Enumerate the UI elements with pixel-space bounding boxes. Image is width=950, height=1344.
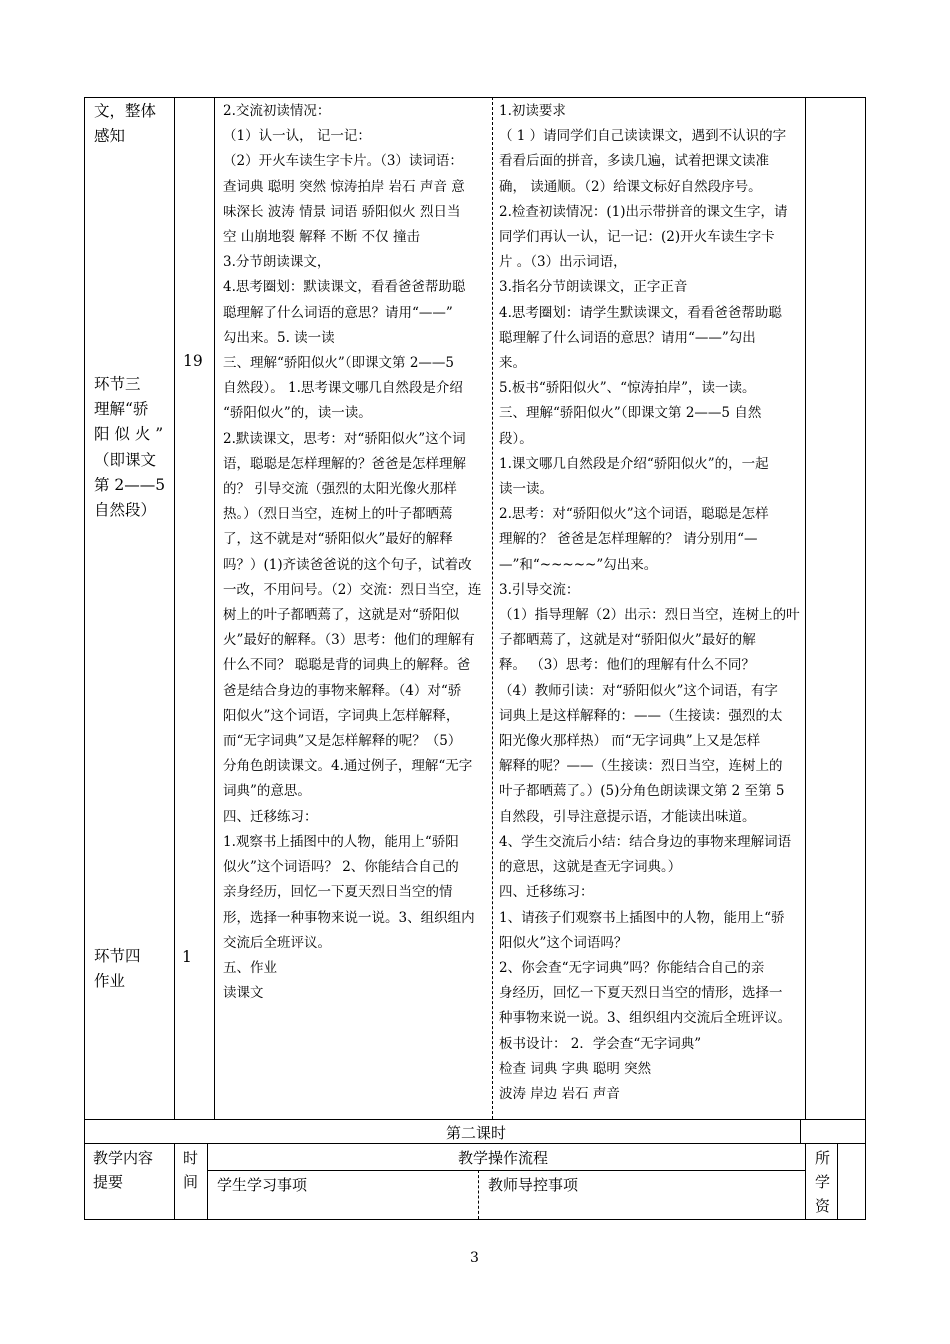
teacher-line: （1）指导理解（2）出示：烈日当空，连树上的叶: [499, 607, 800, 624]
col-divider-dashed: [492, 97, 493, 1119]
teacher-line: 1、请孩子们观察书上插图中的人物，能用上“骄: [499, 909, 785, 926]
content-block-b: [94, 372, 174, 523]
student-line: 勾出来。5. 读一读: [223, 329, 335, 346]
teacher-line: 解释的呢？——（生接读：烈日当空，连树上的: [499, 758, 783, 775]
header-flow: 教学操作流程: [458, 1149, 549, 1167]
teacher-line: 自然段，引导注意提示语，才能读出味道。: [499, 808, 756, 825]
teacher-line: 三、理解“骄阳似火”（即课文第 2——5 自然: [499, 405, 762, 422]
content-line: 自然段）: [94, 501, 157, 520]
header-line: 提要: [93, 1173, 124, 1191]
content-line: 作业: [94, 972, 126, 991]
teacher-line: （4）教师引读：对“骄阳似火”这个词语，有字: [499, 682, 778, 699]
student-line: 查词典 聪明 突然 惊涛拍岸 岩石 声音 意: [223, 178, 465, 195]
student-line: 树上的叶子都晒蔫了，这就是对“骄阳似: [223, 607, 460, 624]
content-line: 文，整体: [94, 102, 157, 120]
student-line: 味深长 波涛 情景 词语 骄阳似火 烈日当: [223, 203, 461, 220]
student-line: 3.分节朗读课文，: [223, 254, 331, 271]
student-line: 热。）（烈日当空，连树上的叶子都晒蔫: [223, 506, 453, 523]
student-line: 分角色朗读课文。4.通过例子，理解“无字: [223, 758, 473, 775]
student-line: 4.思考圈划：默读课文，看看爸爸帮助聪: [223, 279, 466, 296]
teacher-line: 板书设计： 2．学会查“无字词典”: [499, 1035, 702, 1052]
teacher-line: 来。: [499, 355, 526, 372]
teacher-line: 确， 读通顺。（2）给课文标好自然段序号。: [499, 178, 762, 195]
header-teacher: 教师导控事项: [488, 1176, 579, 1194]
col-divider-1: [174, 97, 175, 1119]
section-title: 第二课时: [446, 1124, 507, 1142]
content-line: （即课文: [94, 450, 157, 469]
student-line: 的？ 引导交流（强烈的太阳光像火那样: [223, 481, 457, 498]
student-line: 三、理解“骄阳似火”（即课文第 2——5: [223, 355, 455, 372]
table-right-border: [865, 97, 866, 1220]
student-line: 一改，不用问号。（2）交流：烈日当空，连: [223, 581, 482, 598]
teacher-line: 看看后面的拼音，多读几遍，试着把课文读准: [499, 153, 769, 170]
lower-col-divider-1: [174, 1143, 175, 1219]
teacher-line: 叶子都晒蔫了。）(5)分角色朗读课文第 2 至第 5: [499, 783, 785, 800]
time-value: 1: [182, 948, 192, 966]
teacher-line: 同学们再认一认，记一记：(2)开火车读生字卡: [499, 229, 775, 246]
teacher-line: 检查 词典 字典 聪明 突然: [499, 1060, 652, 1077]
teacher-line: 阳似火”这个词语吗？: [499, 934, 628, 951]
student-line: （1）认一认， 记一记：: [223, 128, 371, 145]
teacher-line: 5.板书“骄阳似火”、“惊涛拍岸”，读一读。: [499, 380, 756, 397]
student-line: “骄阳似火”的，读一读。: [223, 405, 372, 422]
student-line: 读课文: [223, 985, 264, 1002]
student-line: 而“无字词典”又是怎样解释的呢？（5）: [223, 733, 462, 750]
table-top-border: [84, 97, 866, 98]
teacher-line: 种事物来说一说。3、组织组内交流后全班评议。: [499, 1010, 792, 1027]
teacher-line: 读一读。: [499, 481, 553, 498]
flow-subheader-divider: [207, 1170, 805, 1171]
lower-dashed-divider: [478, 1170, 479, 1219]
student-activity-column: [223, 99, 489, 1006]
student-line: 语，聪聪是怎样理解的？爸爸是怎样理解: [223, 455, 466, 472]
row-divider-2: [84, 1143, 866, 1144]
teacher-line: 身经历，回忆一下夏天烈日当空的情形，选择一: [499, 985, 783, 1002]
teacher-line: 2.检查初读情况：(1)出示带拼音的课文生字，请: [499, 203, 788, 220]
table-left-border: [84, 97, 85, 1220]
teacher-line: 理解的？ 爸爸是怎样理解的？ 请分别用“—: [499, 531, 758, 548]
student-line: 阳似火”这个词语，字词典上怎样解释，: [223, 707, 460, 724]
teacher-line: 3.指名分节朗读课文，正字正音: [499, 279, 688, 296]
student-line: 2.默读课文，思考：对“骄阳似火”这个词: [223, 430, 466, 447]
teacher-line: 阳光像火那样热） 而“无字词典”上又是怎样: [499, 733, 761, 750]
student-line: 交流后全班评议。: [223, 934, 331, 951]
student-line: 空 山崩地裂 解释 不断 不仅 撞击: [223, 229, 420, 246]
teacher-line: 4、学生交流后小结：结合身边的事物来理解词语: [499, 833, 792, 850]
content-line: 感知: [94, 127, 126, 146]
student-line: （2）开火车读生字卡片。（3）读词语：: [223, 153, 463, 170]
teacher-line: （ 1 ）请同学们自己读读课文，遇到不认识的字: [499, 128, 787, 145]
lower-col-divider-3: [805, 1143, 806, 1219]
content-line: 第 2——5: [94, 475, 166, 494]
student-line: 了，这不就是对“骄阳似火”最好的解释: [223, 531, 453, 548]
content-line: 阳 似 火 ”: [94, 425, 164, 444]
time-value: 19: [183, 352, 203, 370]
student-line: 自然段）。 1.思考课文哪几自然段是介绍: [223, 380, 463, 397]
student-line: 四、迁移练习：: [223, 808, 318, 825]
header-line: 时: [183, 1149, 199, 1167]
student-line: 1.观察书上插图中的人物，能用上“骄阳: [223, 833, 459, 850]
student-line: 亲身经历，回忆一下夏天烈日当空的情: [223, 884, 453, 901]
header-content: [93, 1146, 153, 1194]
student-line: 五、作业: [223, 959, 277, 976]
content-line: 环节四: [94, 947, 141, 965]
student-line: 聪理解了什么词语的意思？请用“——”: [223, 304, 453, 321]
teacher-line: 四、迁移练习：: [499, 884, 594, 901]
student-line: 形，选择一种事物来说一说。3、组织组内: [223, 909, 475, 926]
header-line: 教学内容: [93, 1149, 154, 1167]
content-line: 环节三: [94, 375, 141, 393]
teacher-line: —”和“~~~~~”勾出来。: [499, 556, 658, 573]
teacher-line: 波涛 岸边 岩石 声音: [499, 1085, 620, 1102]
page-number: 3: [470, 1250, 479, 1266]
teacher-line: 2.思考：对“骄阳似火”这个词语，聪聪是怎样: [499, 506, 769, 523]
row-divider-1: [84, 1119, 866, 1120]
lower-col-divider-2: [207, 1143, 208, 1219]
header-line: 所: [815, 1149, 831, 1167]
content-block-a: [94, 99, 174, 149]
teacher-line: 段）。: [499, 430, 533, 447]
student-line: 爸是结合身边的事物来解释。（4）对“骄: [223, 682, 462, 699]
student-line: 词典”的意思。: [223, 783, 311, 800]
teacher-line: 1.初读要求: [499, 103, 566, 119]
teacher-guidance-column: [499, 99, 803, 1107]
teacher-line: 聪理解了什么词语的意思？请用“——”勾出: [499, 329, 756, 346]
content-line: 理解“骄: [94, 400, 149, 419]
header-student: 学生学习事项: [217, 1176, 308, 1194]
teacher-line: 片 。（3）出示词语，: [499, 254, 627, 271]
teacher-line: 词典上是这样解释的：——（生接读：强烈的太: [499, 707, 783, 724]
teacher-line: 4.思考圈划：请学生默读课文，看看爸爸帮助聪: [499, 304, 782, 321]
table-bottom-border: [84, 1219, 866, 1220]
student-line: 似火”这个词语吗？ 2、你能结合自己的: [223, 859, 459, 876]
teacher-line: 2、你会查“无字词典”吗？你能结合自己的亲: [499, 959, 765, 976]
student-line: 什么不同？ 聪聪是背的词典上的解释。爸: [223, 657, 471, 674]
header-line: 学: [815, 1173, 831, 1191]
student-line: 吗？）(1)齐读爸爸说的这个句子，试着改: [223, 556, 472, 573]
teacher-line: 1.课文哪几自然段是介绍“骄阳似火”的，一起: [499, 455, 769, 472]
teacher-line: 3.引导交流：: [499, 581, 580, 598]
teacher-line: 释。 （3）思考：他们的理解有什么不同？: [499, 657, 755, 674]
header-time: [183, 1146, 198, 1194]
col-divider-4: [805, 97, 806, 1119]
col-divider-2: [214, 97, 215, 1119]
lower-col-divider-4: [837, 1143, 838, 1219]
student-line: 火”最好的解释。（3）思考：他们的理解有: [223, 632, 475, 649]
teacher-line: 的意思，这就是查无字词典。）: [499, 859, 682, 876]
header-line: 间: [183, 1173, 199, 1191]
teacher-line: 子都晒蔫了，这就是对“骄阳似火”最好的解: [499, 632, 756, 649]
content-block-c: [94, 944, 174, 994]
header-line: 资: [815, 1197, 831, 1215]
student-line: 2.交流初读情况：: [223, 103, 331, 119]
header-resources: [815, 1146, 830, 1218]
small-divider: [800, 1119, 801, 1143]
